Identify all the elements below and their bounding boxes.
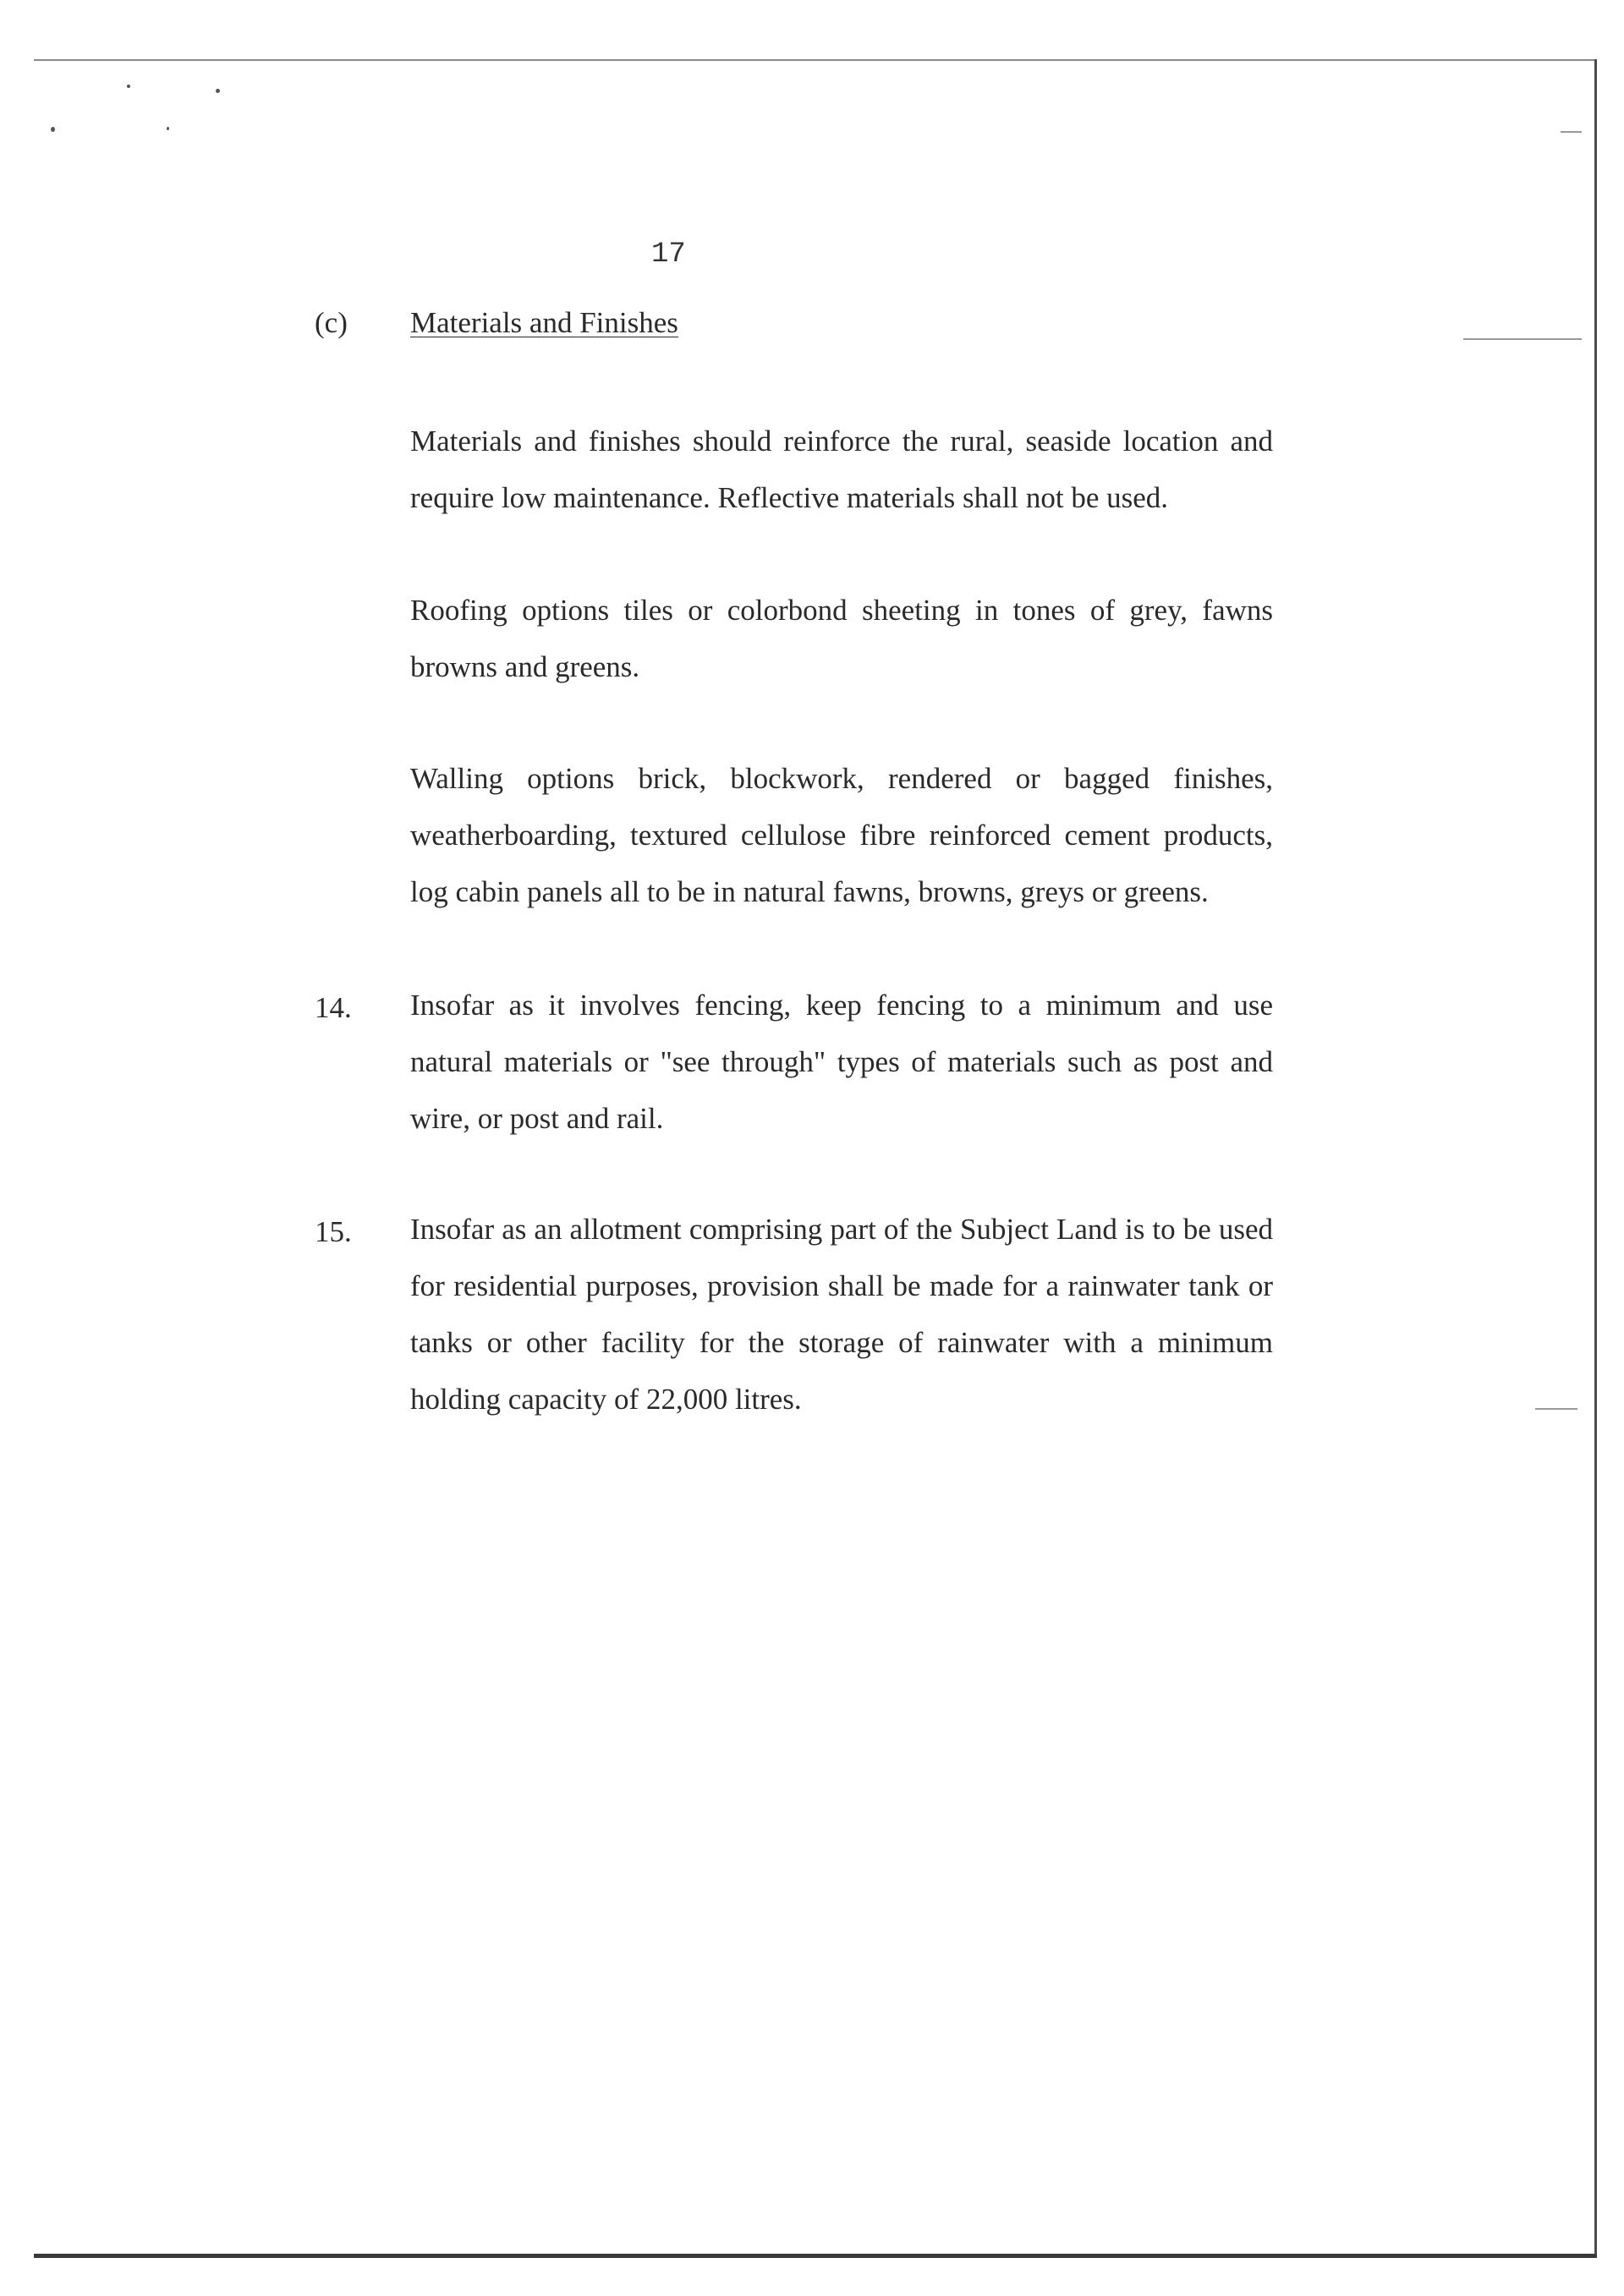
scan-speck: [51, 127, 55, 132]
item-number: 14.: [315, 991, 352, 1024]
walling-paragraph: Walling options brick, blockwork, rendered or bagged finishes, weatherboarding, textured cellulose fibre reinforced cement products, log cabin panels all to be in natural fawns, browns, greys or greens.: [410, 762, 1273, 908]
item-number: 15.: [315, 1215, 352, 1248]
scan-border-top: [34, 59, 1597, 61]
rainwater-paragraph: Insofar as an allotment comprising part of the Subject Land is to be used for residential purposes, provision shall be made for a rainwater tank or tanks or other facility for the storage of rainwater with a minimum holding capacity of 22,000 litres.: [410, 1213, 1273, 1416]
scan-speck: [127, 85, 130, 88]
materials-paragraph: Materials and finishes should reinforce the rural, seaside location and require low maintenance. Reflective materials shall not be used.: [410, 425, 1273, 514]
scan-border-right: [1594, 59, 1597, 2258]
scan-border-bottom: [34, 2254, 1597, 2258]
margin-mark: [1535, 1408, 1577, 1410]
scan-speck: [216, 89, 220, 93]
margin-mark: [1463, 338, 1582, 340]
fencing-paragraph: Insofar as it involves fencing, keep fencing to a minimum and use natural materials or "see through" types of materials such as post and wire, or post and rail.: [410, 989, 1273, 1135]
margin-mark: [1561, 131, 1582, 133]
scan-speck: [167, 127, 169, 130]
page-number: 17: [651, 238, 686, 271]
roofing-paragraph: Roofing options tiles or colorbond sheeting in tones of grey, fawns browns and greens.: [410, 594, 1273, 683]
section-title: Materials and Finishes: [410, 306, 678, 339]
section-marker: (c): [315, 306, 348, 339]
